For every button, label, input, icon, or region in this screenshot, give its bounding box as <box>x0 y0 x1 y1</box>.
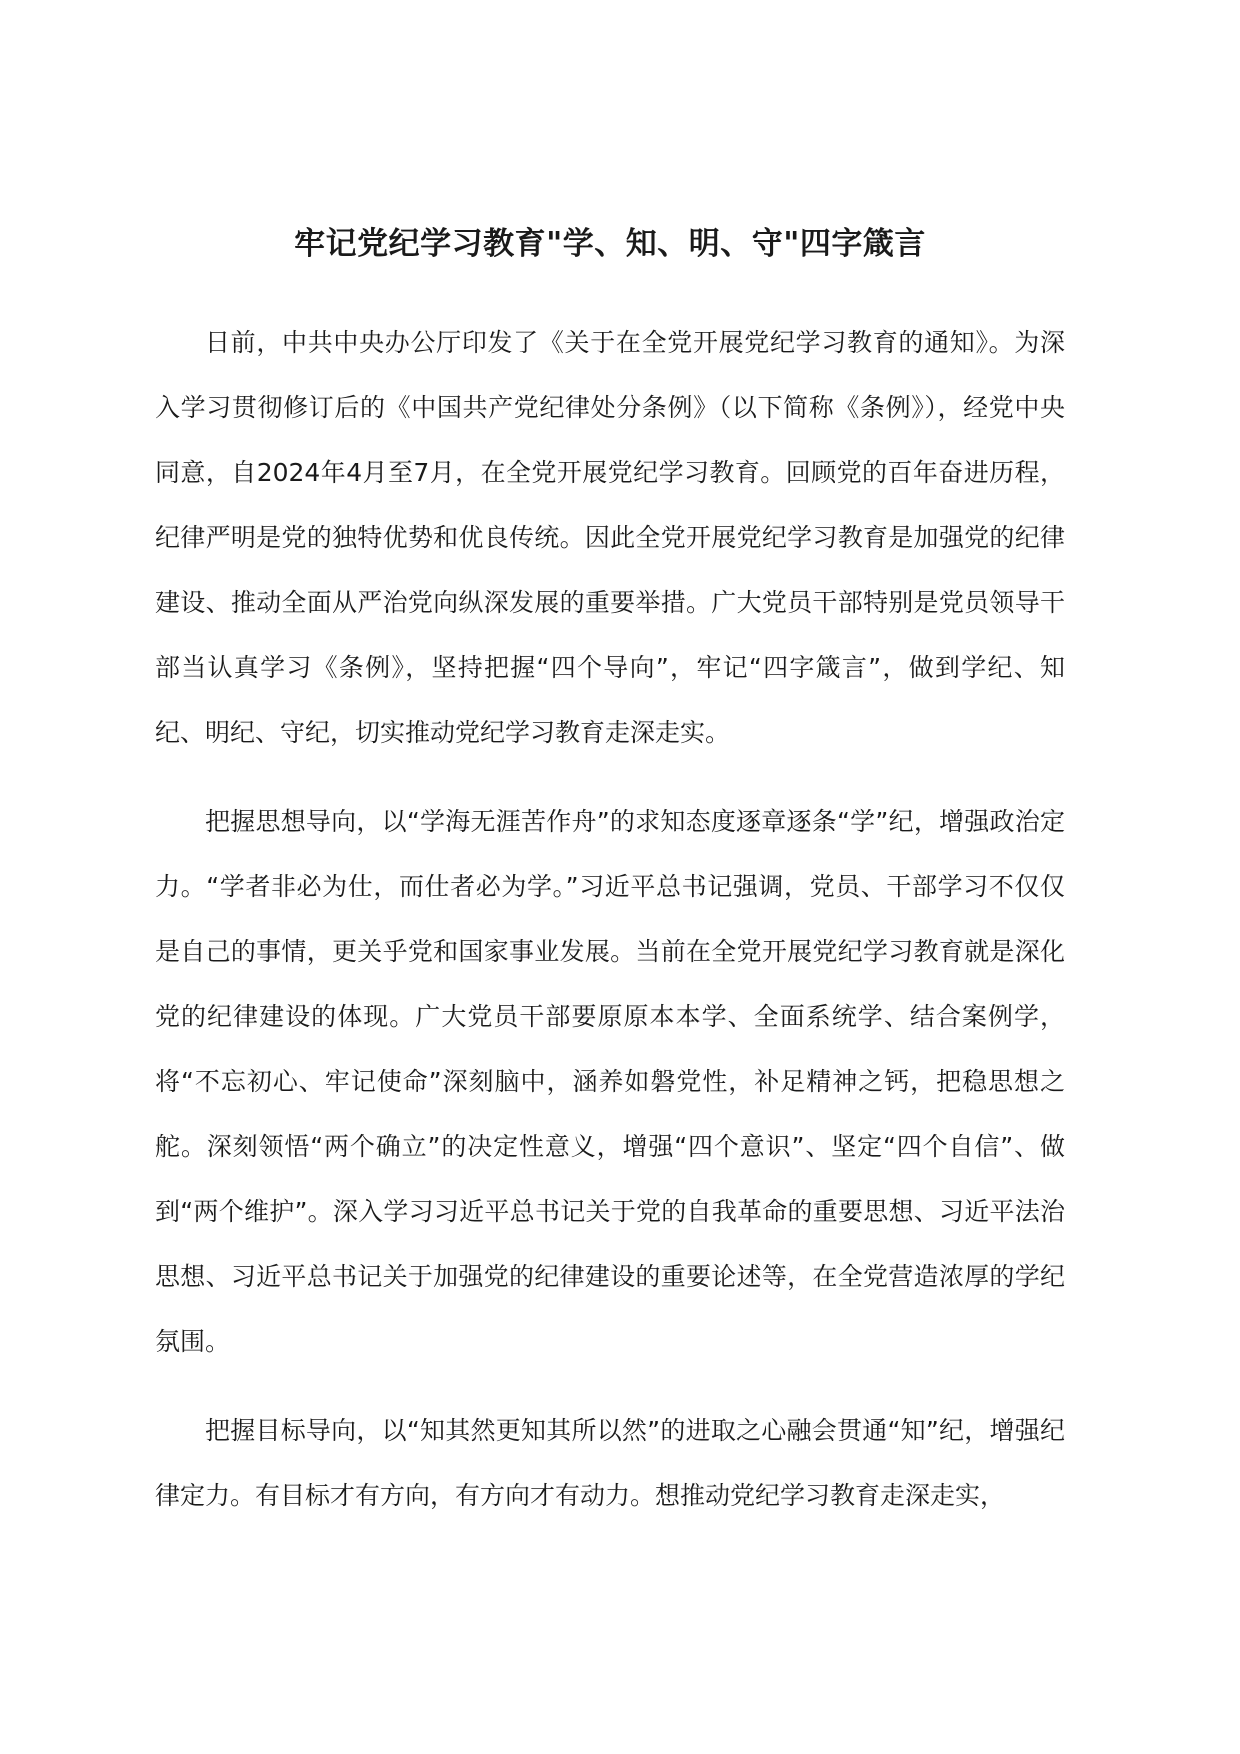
paragraph-intro: 日前，中共中央办公厅印发了《关于在全党开展党纪学习教育的通知》。为深入学习贯彻修订后的《中国共产党纪律处分条例》（以下简称《条例》），经党中央同意，自2024年4月至7月，在全党开展党纪学习教育。回顾党的百年奋进历程，纪律严明是党的独特优势和优良传统。因此全党开展党纪学习教育是加强党的纪律建设、推动全面从严治党向纵深发展的重要举措。广大党员干部特别是党员领导干部当认真学习《条例》，坚持把握“四个导向”，牢记“四字箴言”，做到学纪、知纪、明纪、守纪，切实推动党纪学习教育走深走实。 <box>155 328 1065 747</box>
paragraph-learn: 把握思想导向，以“学海无涯苦作舟”的求知态度逐章逐条“学”纪，增强政治定力。“学者非必为仕，而仕者必为学。”习近平总书记强调，党员、干部学习不仅仅是自己的事情，更关乎党和国家事业发展。当前在全党开展党纪学习教育就是深化党的纪律建设的体现。广大党员干部要原原本本学、全面系统学、结合案例学，将“不忘初心、牢记使命”深刻脑中，涵养如磐党性，补足精神之钙，把稳思想之舵。深刻领悟“两个确立”的决定性意义，增强“四个意识”、坚定“四个自信”、做到“两个维护”。深入学习习近平总书记关于党的自我革命的重要思想、习近平法治思想、习近平总书记关于加强党的纪律建设的重要论述等，在全党营造浓厚的学纪氛围。 <box>155 807 1065 1356</box>
paragraph-know: 把握目标导向，以“知其然更知其所以然”的进取之心融会贯通“知”纪，增强纪律定力。有目标才有方向，有方向才有动力。想推动党纪学习教育走深走实， <box>155 1416 1065 1510</box>
document-title: 牢记党纪学习教育"学、知、明、守"四字箴言 <box>294 226 926 262</box>
document-body <box>155 310 1065 1552</box>
